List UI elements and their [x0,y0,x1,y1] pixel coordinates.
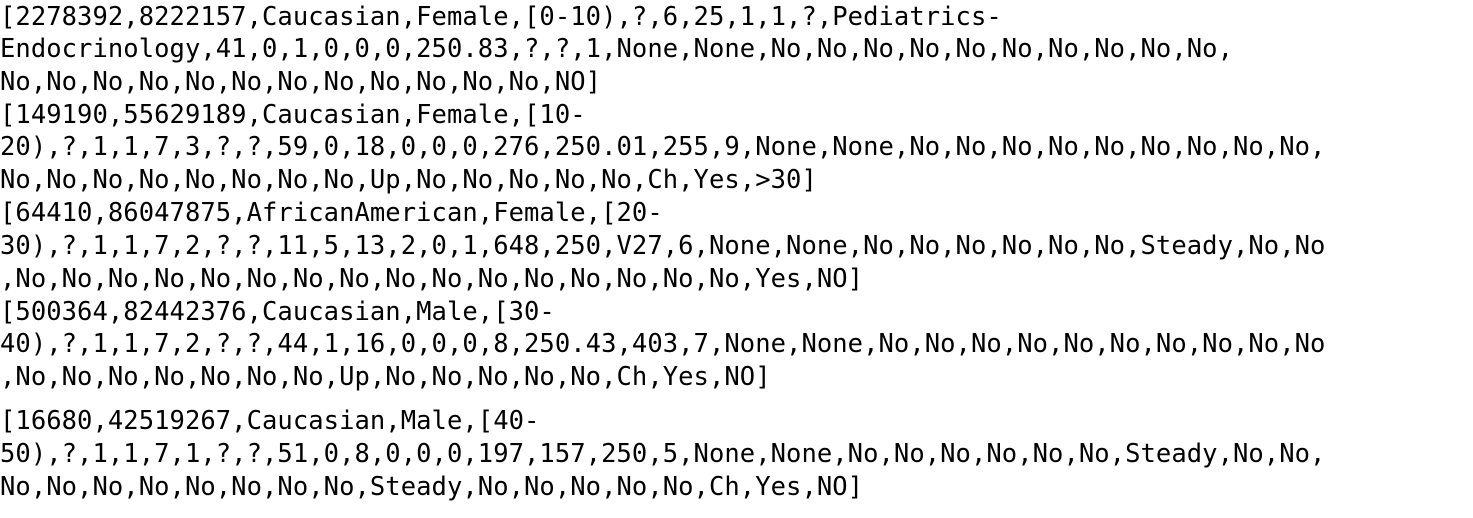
record-5-line-2: 50),?,1,1,7,1,?,?,51,0,8,0,0,0,197,157,250,5,None,None,No,No,No,No,No,No,Steady,No,No, [0,439,1326,469]
record-5-line-1: [16680,42519267,Caucasian,Male,[40- [0,406,540,436]
record-2-line-1: [149190,55629189,Caucasian,Female,[10- [0,100,586,130]
record-1-line-2: Endocrinology,41,0,1,0,0,0,250.83,?,?,1,None,None,No,No,No,No,No,No,No,No,No,No, [0,34,1233,64]
record-2-line-2: 20),?,1,1,7,3,?,?,59,0,18,0,0,0,276,250.01,255,9,None,None,No,No,No,No,No,No,No,No,No, [0,132,1326,162]
record-4-line-3: ,No,No,No,No,No,No,No,Up,No,No,No,No,No,Ch,Yes,NO] [0,362,771,392]
record-2-line-3: No,No,No,No,No,No,No,No,Up,No,No,No,No,No,Ch,Yes,>30] [0,165,817,195]
record-4-line-1: [500364,82442376,Caucasian,Male,[30- [0,297,555,327]
record-3-line-2: 30),?,1,1,7,2,?,?,11,5,13,2,0,1,648,250,V27,6,None,None,No,No,No,No,No,No,Steady,No,No [0,231,1326,261]
record-4-line-2: 40),?,1,1,7,2,?,?,44,1,16,0,0,0,8,250.43,403,7,None,None,No,No,No,No,No,No,No,No,No,No [0,329,1326,359]
record-3-line-3: ,No,No,No,No,No,No,No,No,No,No,No,No,No,No,No,No,Yes,NO] [0,264,864,294]
record-5-line-3: No,No,No,No,No,No,No,No,Steady,No,No,No,No,No,Ch,Yes,NO] [0,472,864,502]
record-3-line-1: [64410,86047875,AfricanAmerican,Female,[20- [0,198,663,228]
record-1-line-1: [2278392,8222157,Caucasian,Female,[0-10),?,6,25,1,1,?,Pediatrics- [0,2,1002,32]
record-1-line-3: No,No,No,No,No,No,No,No,No,No,No,No,NO] [0,67,602,97]
